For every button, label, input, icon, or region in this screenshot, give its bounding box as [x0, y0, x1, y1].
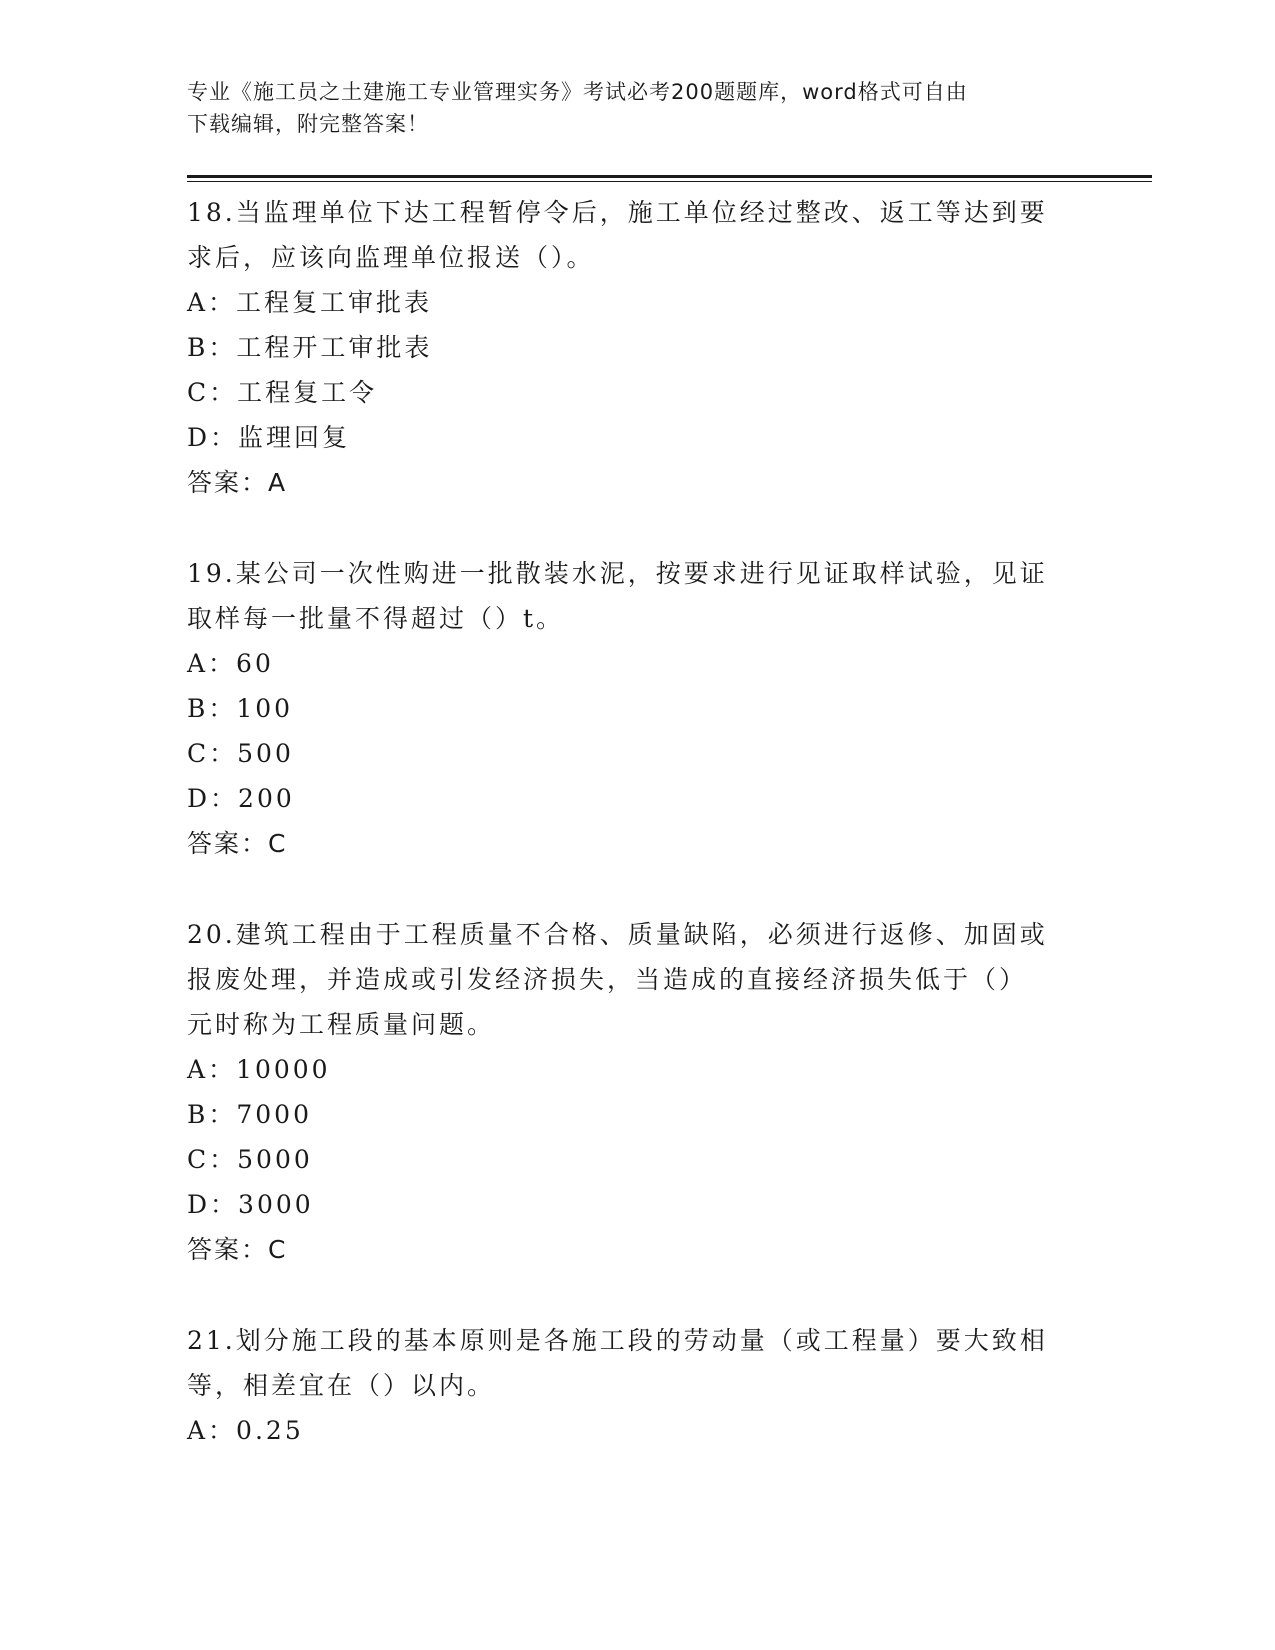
option-d: D：3000	[187, 1190, 314, 1219]
question-text-line: 取样每一批量不得超过（）t。	[187, 604, 565, 633]
option-a: A：10000	[187, 1055, 331, 1084]
header-divider-thin	[187, 181, 1152, 182]
question-text-line: 20.建筑工程由于工程质量不合格、质量缺陷，必须进行返修、加固或	[187, 920, 1048, 949]
header-divider-thick	[187, 175, 1152, 178]
question-18	[187, 190, 1087, 505]
option-a: A：工程复工审批表	[187, 288, 433, 317]
question-text-line: 求后，应该向监理单位报送（）。	[187, 243, 595, 272]
question-20	[187, 912, 1087, 1272]
option-c: C：工程复工令	[187, 378, 378, 407]
question-text-line: 21.划分施工段的基本原则是各施工段的劳动量（或工程量）要大致相	[187, 1326, 1048, 1355]
option-d: D：200	[187, 784, 295, 813]
question-text-line: 元时称为工程质量问题。	[187, 1010, 496, 1039]
answer: 答案：C	[187, 829, 288, 858]
answer: 答案：A	[187, 468, 288, 497]
question-text-line: 19.某公司一次性购进一批散装水泥，按要求进行见证取样试验，见证	[187, 559, 1048, 588]
option-d: D：监理回复	[187, 423, 351, 452]
option-c: C：500	[187, 739, 294, 768]
question-21	[187, 1318, 1087, 1453]
option-a: A：0.25	[187, 1416, 304, 1445]
question-text-line: 18.当监理单位下达工程暂停令后，施工单位经过整改、返工等达到要	[187, 198, 1048, 227]
header-line-2: 下载编辑，附完整答案！	[187, 112, 429, 136]
document-header	[187, 76, 1067, 140]
option-b: B：100	[187, 694, 294, 723]
question-text-line: 等，相差宜在（）以内。	[187, 1371, 496, 1400]
option-a: A：60	[187, 649, 274, 678]
question-19	[187, 551, 1087, 866]
answer: 答案：C	[187, 1235, 288, 1264]
question-text-line: 报废处理，并造成或引发经济损失，当造成的直接经济损失低于（）	[187, 965, 1028, 994]
option-b: B：工程开工审批表	[187, 333, 433, 362]
question-list	[187, 190, 1087, 1499]
option-c: C：5000	[187, 1145, 313, 1174]
header-line-1: 专业《施工员之土建施工专业管理实务》考试必考200题题库，word格式可自由	[187, 80, 968, 104]
option-b: B：7000	[187, 1100, 312, 1129]
